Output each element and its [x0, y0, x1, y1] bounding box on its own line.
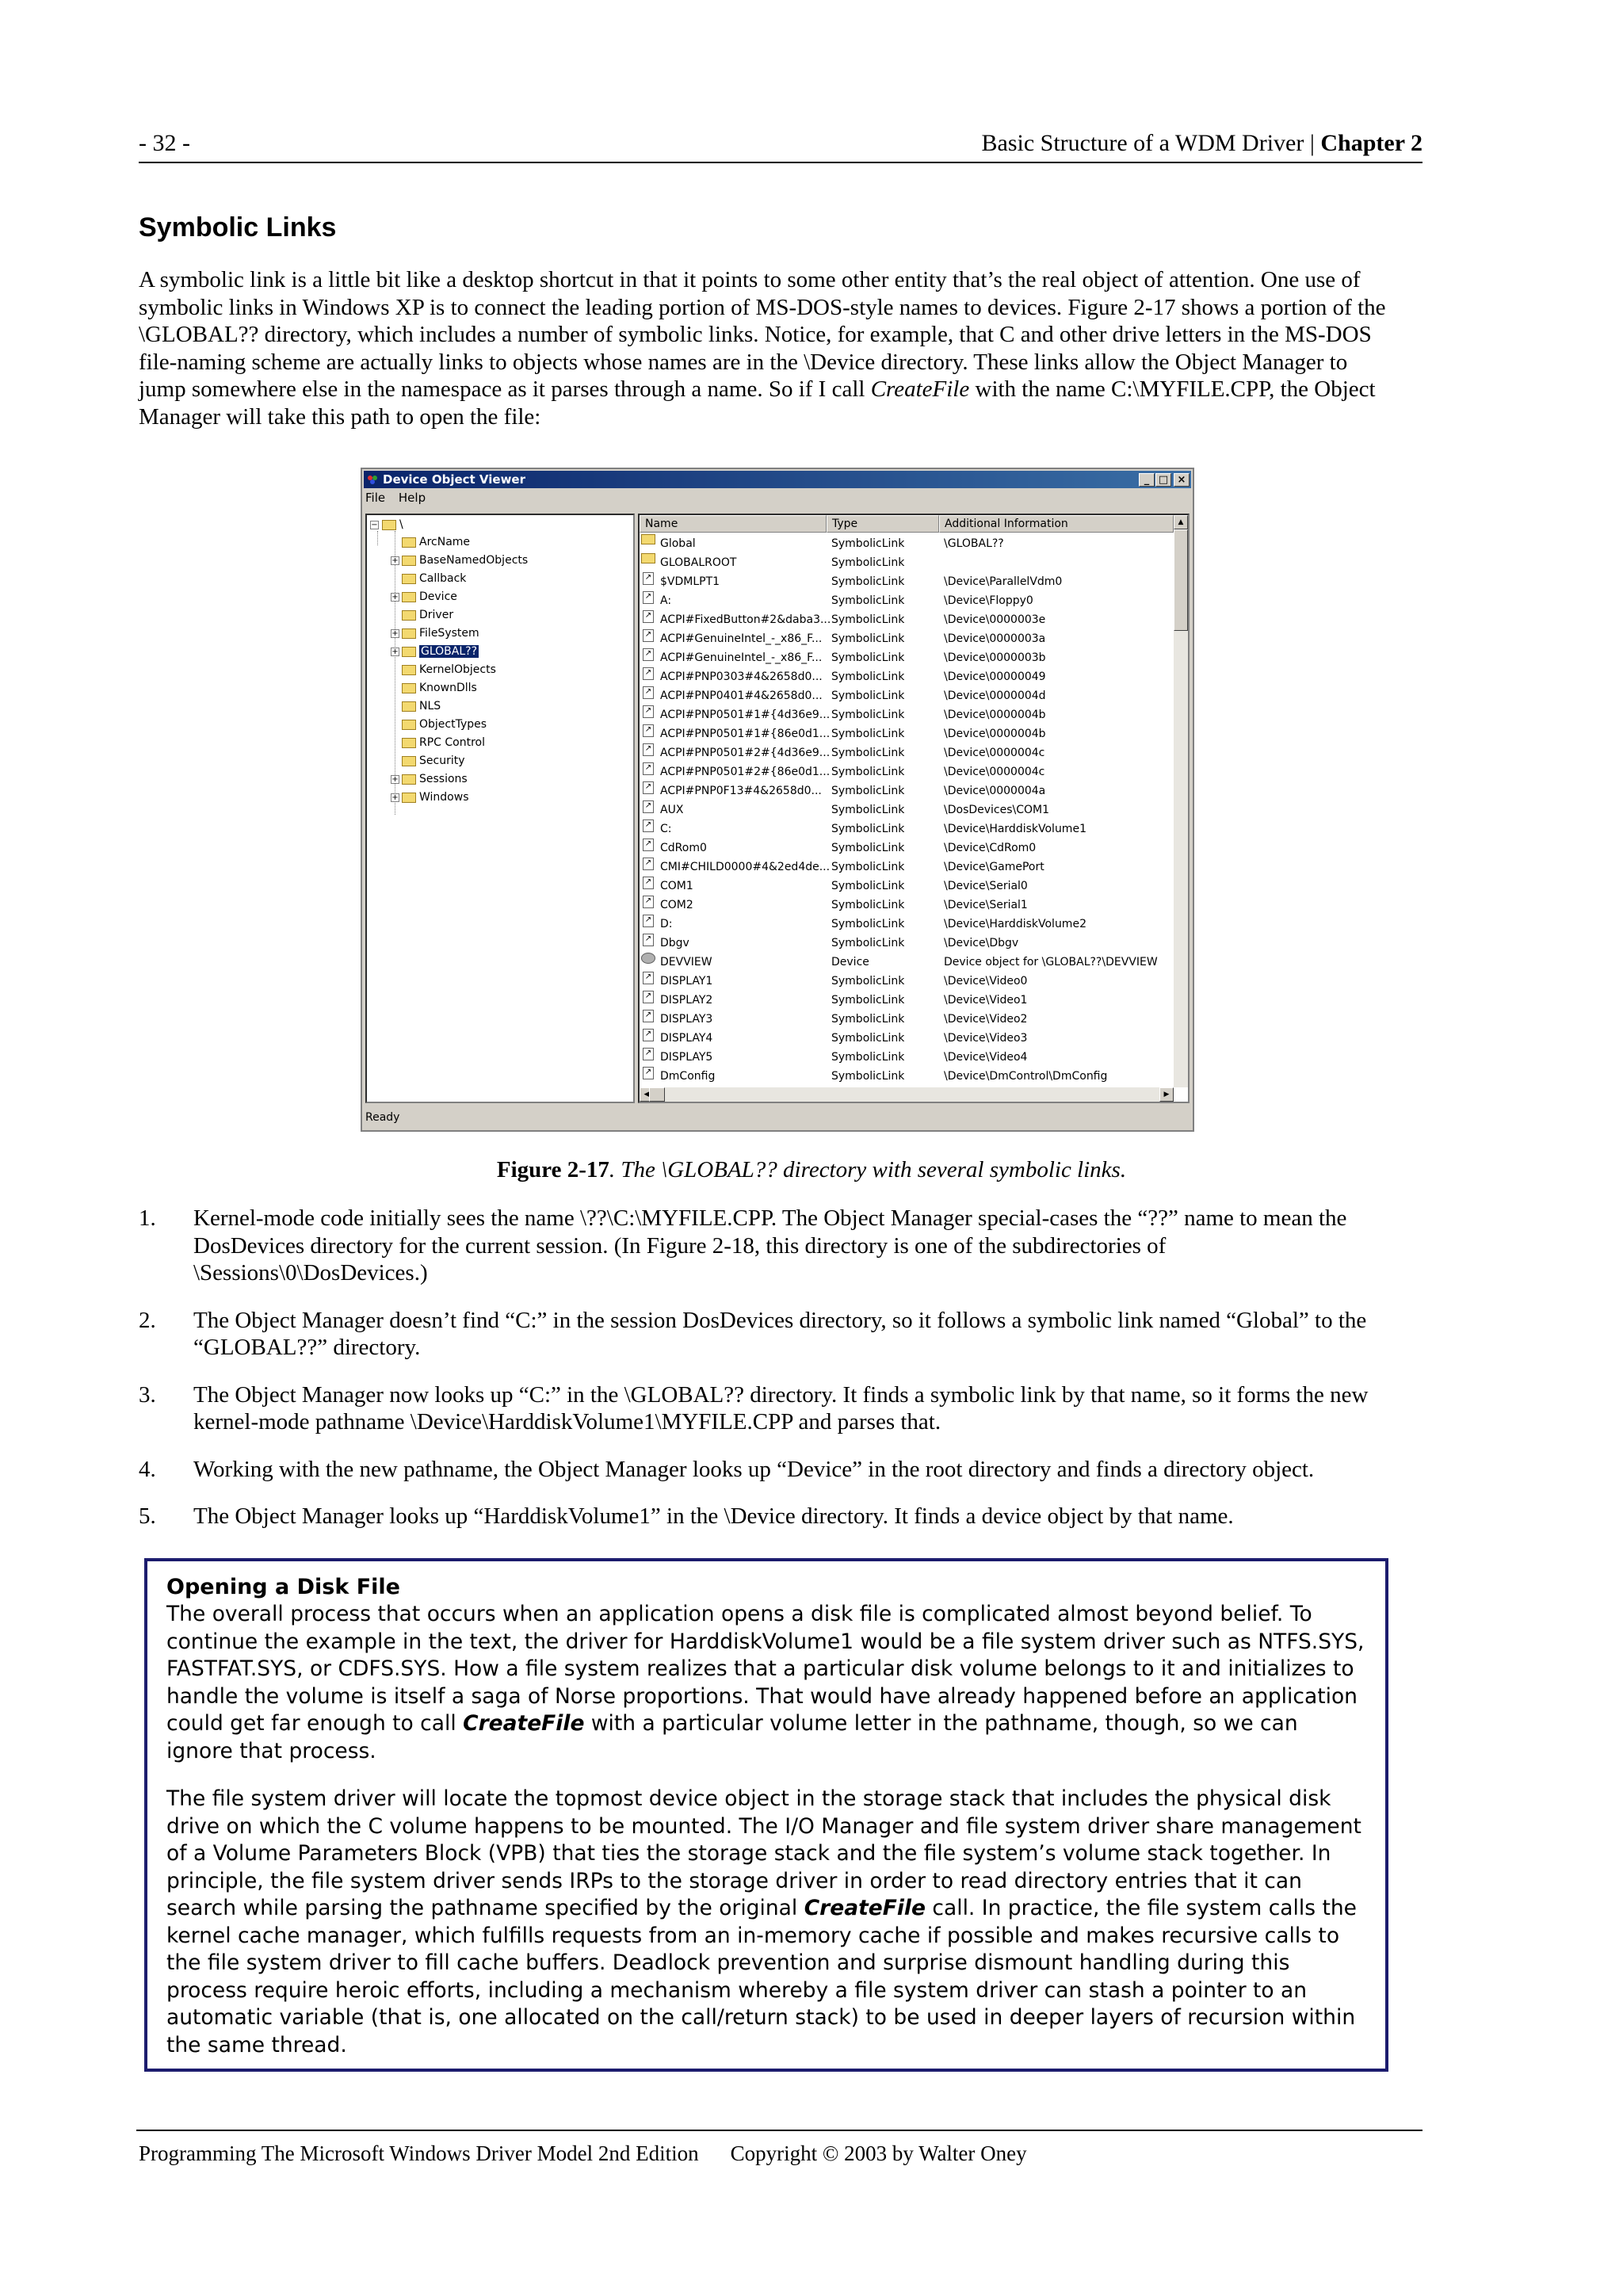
tree-item-label: RPC Control: [419, 736, 486, 749]
folder-icon: [402, 738, 416, 748]
vertical-scrollbar[interactable]: [1174, 515, 1188, 1087]
shortcut-icon: ↗: [643, 972, 654, 984]
cell-info: \Device\0000004c: [944, 747, 1045, 759]
shortcut-icon: ↗: [643, 819, 654, 832]
cell-name: COM1: [660, 880, 693, 892]
folder-icon: [402, 665, 416, 675]
shortcut-icon: ↗: [643, 1048, 654, 1060]
table-row[interactable]: [640, 610, 1174, 629]
cell-type: SymbolicLink: [831, 785, 905, 797]
tree-item-basenamedobjects[interactable]: [391, 552, 528, 568]
table-row[interactable]: [640, 781, 1174, 800]
step-text: Working with the new pathname, the Object Manager looks up “Device” in the root directory and finds a directory object.: [193, 1456, 1315, 1482]
folder-icon: [402, 793, 416, 803]
list-item: [139, 1456, 1399, 1484]
tree-item-label: Device: [419, 590, 457, 603]
intro-text-1: A symbolic link is a little bit like a desktop shortcut in that it points to some other entity that’s the real object of attention. One use of symbolic links in Windows XP is to connect the leading portion of MS-DOS-style names to devices. Figure 2-17 shows a portion of the \GLOBAL?? directory, which includes a number of symbolic links. Notice, for example, that C and other drive letters in the MS-DOS file-naming scheme are actually links to objects whose names are in the \Device directory. These links allow the Object Manager to jump somewhere else in the namespace as it parses through a name. So if I call: [139, 267, 1386, 402]
tree-root[interactable]: [370, 517, 403, 533]
cell-name: Dbgv: [660, 937, 689, 949]
menu-file[interactable]: File: [365, 491, 386, 505]
cell-type: SymbolicLink: [831, 537, 905, 550]
tree-root-label: \: [399, 518, 403, 531]
cell-info: \Device\Video4: [944, 1051, 1028, 1064]
folder-icon: [402, 556, 416, 566]
cell-info: \Device\0000003e: [944, 613, 1046, 626]
tree-item-global[interactable]: [391, 644, 479, 659]
cell-type: SymbolicLink: [831, 1070, 905, 1083]
shortcut-icon: ↗: [643, 896, 654, 908]
cell-type: SymbolicLink: [831, 1013, 905, 1026]
status-bar: Ready: [365, 1111, 400, 1124]
cell-info: \Device\CdRom0: [944, 842, 1037, 854]
cell-type: SymbolicLink: [831, 861, 905, 873]
scroll-left-icon[interactable]: ◀: [640, 1087, 654, 1102]
cell-type: SymbolicLink: [831, 842, 905, 854]
cell-name: DISPLAY5: [660, 1051, 713, 1064]
cell-name: ACPI#PNP0303#4&2658d0...: [660, 670, 823, 683]
cell-info: \Device\HarddiskVolume1: [944, 823, 1086, 835]
folder-icon: [402, 610, 416, 621]
cell-name: DEVVIEW: [660, 956, 712, 968]
cell-info: \Device\GamePort: [944, 861, 1044, 873]
table-row[interactable]: [640, 648, 1174, 667]
cell-type: SymbolicLink: [831, 556, 905, 569]
window-title: Device Object Viewer: [383, 472, 526, 487]
cell-name: DISPLAY3: [660, 1013, 713, 1026]
expand-icon[interactable]: +: [391, 647, 399, 656]
cell-type: SymbolicLink: [831, 766, 905, 778]
minimize-button[interactable]: _: [1139, 473, 1155, 487]
sidebar-title: Opening a Disk File: [166, 1575, 400, 1599]
step-number: 3.: [139, 1381, 156, 1408]
tree-item-nls[interactable]: [391, 698, 441, 714]
cell-name: $VDMLPT1: [660, 575, 720, 588]
cell-name: ACPI#PNP0501#2#{86e0d1...: [660, 766, 831, 778]
object-list: [638, 514, 1190, 1103]
shortcut-icon: ↗: [643, 1010, 654, 1022]
list-item: [139, 1205, 1399, 1287]
shortcut-icon: ↗: [643, 877, 654, 889]
sidebar-text: call. In practice, the file system calls the kernel cache manager, which fulfills requests from an in-memory cache if possible and makes recursive calls to the file system driver to fill cache buffers. Deadlock prevention and surprise dismount handling during this process require heroic efforts, including a mechanism whereby a file system driver can stash a pointer to an automatic variable (that is, one allocated on the call/return stack) to be used in deeper layers of recursion within the same thread.: [166, 1896, 1357, 2057]
folder-icon: [402, 774, 416, 785]
expand-icon[interactable]: +: [391, 556, 399, 565]
step-number: 2.: [139, 1307, 156, 1333]
table-row[interactable]: [640, 819, 1174, 839]
sidebar-code: CreateFile: [463, 1711, 585, 1736]
maximize-button[interactable]: □: [1155, 473, 1171, 487]
shortcut-icon: ↗: [643, 1029, 654, 1041]
tree-item-callback[interactable]: [391, 571, 466, 586]
tree-item-label: FileSystem: [419, 627, 479, 640]
folder-icon: [402, 574, 416, 584]
folder-icon: [641, 553, 655, 563]
page-footer: [139, 2141, 1059, 2166]
folder-icon: [402, 537, 416, 548]
tree-item-kernelobjects[interactable]: [391, 662, 496, 678]
cell-info: \Device\00000049: [944, 670, 1046, 683]
cell-info: \Device\Video0: [944, 975, 1028, 988]
cell-type: SymbolicLink: [831, 747, 905, 759]
tree-item-label: KnownDlls: [419, 682, 477, 694]
list-item: [139, 1381, 1399, 1436]
folder-icon: [402, 720, 416, 730]
cell-name: AUX: [660, 804, 684, 816]
table-row[interactable]: [640, 991, 1174, 1010]
cell-name: ACPI#PNP0501#1#{4d36e9...: [660, 709, 831, 721]
cell-info: \Device\Video2: [944, 1013, 1028, 1026]
cell-info: \Device\DmControl\DmConfig: [944, 1070, 1108, 1083]
table-row[interactable]: [640, 553, 1174, 572]
list-item: [139, 1503, 1399, 1530]
cell-info: \Device\ParallelVdm0: [944, 575, 1063, 588]
cell-type: SymbolicLink: [831, 728, 905, 740]
step-text: Kernel-mode code initially sees the name \??\C:\MYFILE.CPP. The Object Manager special-cases the “??” name to mean the DosDevices directory for the current session. (In Figure 2-18, this directory is one of the subdirectories of \Sessions\0\DosDevices.): [193, 1205, 1347, 1286]
folder-icon: [402, 647, 416, 657]
folder-icon: [402, 756, 416, 766]
tree-item-label: Driver: [419, 609, 454, 621]
menu-bar: [365, 491, 435, 506]
close-button[interactable]: ×: [1174, 473, 1190, 487]
shortcut-icon: ↗: [643, 686, 654, 699]
intro-italic: CreateFile: [870, 376, 970, 402]
step-number: 4.: [139, 1456, 156, 1482]
list-item: [139, 1307, 1399, 1362]
cell-info: \Device\0000004b: [944, 728, 1046, 740]
expand-icon[interactable]: +: [391, 592, 399, 602]
shortcut-icon: ↗: [643, 667, 654, 680]
shortcut-icon: ↗: [643, 1067, 654, 1079]
table-row[interactable]: [640, 934, 1174, 953]
table-row[interactable]: [640, 839, 1174, 858]
tree-item-label: KernelObjects: [419, 663, 496, 676]
cell-name: C:: [660, 823, 672, 835]
folder-icon: [402, 701, 416, 712]
cell-name: ACPI#PNP0F13#4&2658d0...: [660, 785, 822, 797]
figure-caption: [0, 1157, 1623, 1183]
table-row[interactable]: [640, 915, 1174, 934]
cell-name: ACPI#GenuineIntel_-_x86_F...: [660, 651, 823, 664]
cell-name: Global: [660, 537, 696, 550]
table-row[interactable]: [640, 896, 1174, 915]
column-header-name[interactable]: Name: [640, 515, 827, 533]
cell-type: Device: [831, 956, 869, 968]
sidebar-code: CreateFile: [804, 1896, 926, 1920]
page-header: [139, 130, 1423, 163]
shortcut-icon: ↗: [643, 743, 654, 756]
shortcut-icon: ↗: [643, 762, 654, 775]
collapse-icon[interactable]: −: [371, 520, 378, 529]
cell-info: \Device\Dbgv: [944, 937, 1019, 949]
tree-item-driver[interactable]: [391, 607, 453, 623]
cell-name: GLOBALROOT: [660, 556, 737, 569]
tree-item-windows[interactable]: [391, 789, 469, 805]
cell-name: CMI#CHILD0000#4&2ed4de...: [660, 861, 831, 873]
cell-type: SymbolicLink: [831, 1051, 905, 1064]
expand-icon[interactable]: +: [391, 793, 399, 802]
cell-info: \Device\0000003b: [944, 651, 1046, 664]
table-row[interactable]: [640, 972, 1174, 991]
window-titlebar: [364, 471, 1191, 488]
expand-icon[interactable]: +: [391, 774, 399, 784]
shortcut-icon: ↗: [643, 629, 654, 642]
shortcut-icon: ↗: [643, 724, 654, 737]
folder-icon: [402, 592, 416, 602]
header-separator: |: [1304, 130, 1321, 156]
cell-name: ACPI#PNP0501#2#{4d36e9...: [660, 747, 831, 759]
cell-name: ACPI#FixedButton#2&daba3...: [660, 613, 831, 626]
tree-item-objecttypes[interactable]: [391, 716, 487, 732]
tree-item-device[interactable]: [391, 589, 457, 605]
footer-book: Programming The Microsoft Windows Driver Model 2nd Edition: [139, 2141, 699, 2165]
folder-icon: [402, 683, 416, 693]
shortcut-icon: ↗: [643, 705, 654, 718]
device-icon: [641, 953, 655, 964]
cell-type: SymbolicLink: [831, 899, 905, 911]
cell-type: SymbolicLink: [831, 1032, 905, 1045]
table-row[interactable]: [640, 743, 1174, 762]
cell-info: \Device\0000004b: [944, 709, 1046, 721]
folder-icon: [641, 534, 655, 544]
footer-rule: [136, 2130, 1423, 2131]
table-row[interactable]: [640, 724, 1174, 743]
tree-line: [377, 531, 378, 545]
cell-info: \Device\Floppy0: [944, 594, 1033, 607]
sidebar-paragraph: [166, 1601, 1368, 1765]
tree-item-rpc-control[interactable]: [391, 735, 485, 751]
tree-item-label: ObjectTypes: [419, 718, 487, 731]
column-header-info[interactable]: Additional Information: [939, 515, 1174, 533]
shortcut-icon: ↗: [643, 800, 654, 813]
column-header-type[interactable]: Type: [827, 515, 939, 533]
scroll-thumb[interactable]: [1174, 529, 1188, 631]
tree-item-label: Security: [419, 755, 465, 767]
cell-info: \Device\0000004d: [944, 690, 1046, 702]
step-text: The Object Manager doesn’t find “C:” in the session DosDevices directory, so it follows a symbolic link named “Global” to the “GLOBAL??” directory.: [193, 1307, 1367, 1360]
cell-info: \Device\Serial0: [944, 880, 1028, 892]
tree-item-arcname[interactable]: [391, 534, 470, 550]
sidebar-box: [144, 1558, 1388, 2072]
cell-name: DISPLAY1: [660, 975, 713, 988]
running-title: [982, 130, 1423, 157]
table-row[interactable]: [640, 762, 1174, 781]
cell-name: ACPI#PNP0401#4&2658d0...: [660, 690, 823, 702]
tree-item-label: Sessions: [419, 773, 468, 785]
tree-item-security[interactable]: [391, 753, 465, 769]
cell-info: \Device\Video3: [944, 1032, 1028, 1045]
tree-item-label: Windows: [419, 791, 469, 804]
cell-type: SymbolicLink: [831, 937, 905, 949]
table-row[interactable]: [640, 667, 1174, 686]
cell-name: ACPI#GenuineIntel_-_x86_F...: [660, 632, 823, 645]
shortcut-icon: ↗: [643, 648, 654, 661]
intro-paragraph: [139, 266, 1391, 430]
cell-type: SymbolicLink: [831, 613, 905, 626]
tree-item-knowndlls[interactable]: [391, 680, 477, 696]
table-row[interactable]: [640, 953, 1174, 972]
cell-type: SymbolicLink: [831, 823, 905, 835]
table-row[interactable]: [640, 534, 1174, 553]
cell-type: SymbolicLink: [831, 918, 905, 930]
cell-info: Device object for \GLOBAL??\DEVVIEW: [944, 956, 1158, 968]
page-number: - 32 -: [139, 130, 190, 156]
table-row[interactable]: [640, 1067, 1174, 1086]
section-title: Symbolic Links: [139, 212, 337, 243]
shortcut-icon: ↗: [643, 781, 654, 794]
cell-name: DISPLAY2: [660, 994, 713, 1007]
scroll-up-icon[interactable]: ▲: [1174, 515, 1188, 529]
header-chapter: Chapter 2: [1320, 130, 1423, 156]
shortcut-icon: ↗: [643, 934, 654, 946]
cell-type: SymbolicLink: [831, 575, 905, 588]
cell-type: SymbolicLink: [831, 632, 905, 645]
shortcut-icon: ↗: [643, 591, 654, 604]
caption-label: Figure 2-17: [496, 1157, 609, 1182]
sidebar-text: The overall process that occurs when an application opens a disk file is complicated almost beyond belief. To continue the example in the text, the driver for HarddiskVolume1 would be a file system driver such as NTFS.SYS, FASTFAT.SYS, or CDFS.SYS. How a file system realizes that a particular disk volume belongs to it and initializes to handle the volume is itself a saga of Norse proportions. That would have already happened before an application could get far enough to call: [166, 1602, 1365, 1736]
folder-open-icon: [382, 520, 396, 530]
shortcut-icon: ↗: [643, 991, 654, 1003]
sidebar-paragraph: [166, 1786, 1368, 2059]
table-row[interactable]: [640, 858, 1174, 877]
shortcut-icon: ↗: [643, 572, 654, 585]
step-text: The Object Manager now looks up “C:” in the \GLOBAL?? directory. It finds a symbolic link by that name, so it forms the new kernel-mode pathname \Device\HarddiskVolume1\MYFILE.CPP and parses that.: [193, 1381, 1369, 1435]
header-title: Basic Structure of a WDM Driver: [981, 130, 1304, 156]
sidebar-text: with a particular volume letter in the pathname, though, so we can ignore that process.: [166, 1711, 1298, 1763]
cell-name: D:: [660, 918, 673, 930]
scroll-thumb-horizontal[interactable]: [649, 1087, 665, 1102]
cell-type: SymbolicLink: [831, 594, 905, 607]
app-icon: [367, 474, 378, 485]
shortcut-icon: ↗: [643, 610, 654, 623]
shortcut-icon: ↗: [643, 858, 654, 870]
cell-info: \Device\HarddiskVolume2: [944, 918, 1086, 930]
table-row[interactable]: [640, 629, 1174, 648]
tree-item-label: NLS: [419, 700, 441, 712]
table-row[interactable]: [640, 572, 1174, 591]
tree-item-label: Callback: [419, 572, 467, 585]
cell-info: \DosDevices\COM1: [944, 804, 1050, 816]
shortcut-icon: ↗: [643, 839, 654, 851]
footer-copyright: Copyright © 2003 by Walter Oney: [730, 2141, 1027, 2165]
step-text: The Object Manager looks up “HarddiskVolume1” in the \Device directory. It finds a device object by that name.: [193, 1503, 1234, 1529]
step-number: 5.: [139, 1503, 156, 1529]
cell-type: SymbolicLink: [831, 994, 905, 1007]
table-row[interactable]: [640, 1048, 1174, 1067]
cell-name: CdRom0: [660, 842, 707, 854]
cell-type: SymbolicLink: [831, 804, 905, 816]
cell-name: COM2: [660, 899, 693, 911]
table-row[interactable]: [640, 705, 1174, 724]
cell-name: DISPLAY4: [660, 1032, 713, 1045]
expand-icon[interactable]: +: [391, 628, 399, 638]
table-row[interactable]: [640, 686, 1174, 705]
table-row[interactable]: [640, 591, 1174, 610]
cell-info: \Device\0000003a: [944, 632, 1046, 645]
cell-info: \GLOBAL??: [944, 537, 1004, 550]
table-row[interactable]: [640, 877, 1174, 896]
menu-help[interactable]: Help: [398, 491, 426, 505]
intro-text-2: with the name C:\MYFILE.CPP, the Object Manager will take this path to open the file:: [139, 376, 1376, 430]
shortcut-icon: ↗: [643, 915, 654, 927]
cell-type: SymbolicLink: [831, 975, 905, 988]
cell-info: \Device\Serial1: [944, 899, 1028, 911]
horizontal-scrollbar[interactable]: [640, 1087, 1174, 1102]
device-object-viewer-window: [361, 468, 1194, 1132]
folder-icon: [402, 628, 416, 639]
cell-type: SymbolicLink: [831, 709, 905, 721]
cell-type: SymbolicLink: [831, 690, 905, 702]
cell-type: SymbolicLink: [831, 880, 905, 892]
table-row[interactable]: [640, 800, 1174, 819]
tree-item-label: BaseNamedObjects: [419, 554, 529, 567]
cell-type: SymbolicLink: [831, 670, 905, 683]
tree-item-label-selected: GLOBAL??: [421, 645, 478, 658]
table-row[interactable]: [640, 1029, 1174, 1048]
tree-item-sessions[interactable]: [391, 771, 468, 787]
sidebar-text: The file system driver will locate the topmost device object in the storage stack that includes the physical disk drive on which the C volume happens to be mounted. The I/O Manager and file system driver share management of a Volume Parameters Block (VPB) that ties the storage stack and the file system’s volume stack together. In principle, the file system driver sends IRPs to the storage driver in order to read directory entries that it can search while parsing the pathname specified by the original: [166, 1786, 1361, 1920]
tree-item-filesystem[interactable]: [391, 625, 479, 641]
caption-text: . The \GLOBAL?? directory with several symbolic links.: [609, 1157, 1127, 1182]
cell-info: \Device\Video1: [944, 994, 1028, 1007]
scroll-right-icon[interactable]: ▶: [1159, 1087, 1174, 1102]
cell-type: SymbolicLink: [831, 651, 905, 664]
cell-name: A:: [660, 594, 672, 607]
tree-item-label: ArcName: [419, 536, 471, 548]
step-number: 1.: [139, 1205, 156, 1231]
cell-info: \Device\0000004a: [944, 785, 1046, 797]
cell-info: \Device\0000004c: [944, 766, 1045, 778]
directory-tree: [365, 514, 635, 1103]
cell-name: DmConfig: [660, 1070, 716, 1083]
table-row[interactable]: [640, 1010, 1174, 1029]
steps-list: [139, 1205, 1399, 1550]
cell-name: ACPI#PNP0501#1#{86e0d1...: [660, 728, 831, 740]
